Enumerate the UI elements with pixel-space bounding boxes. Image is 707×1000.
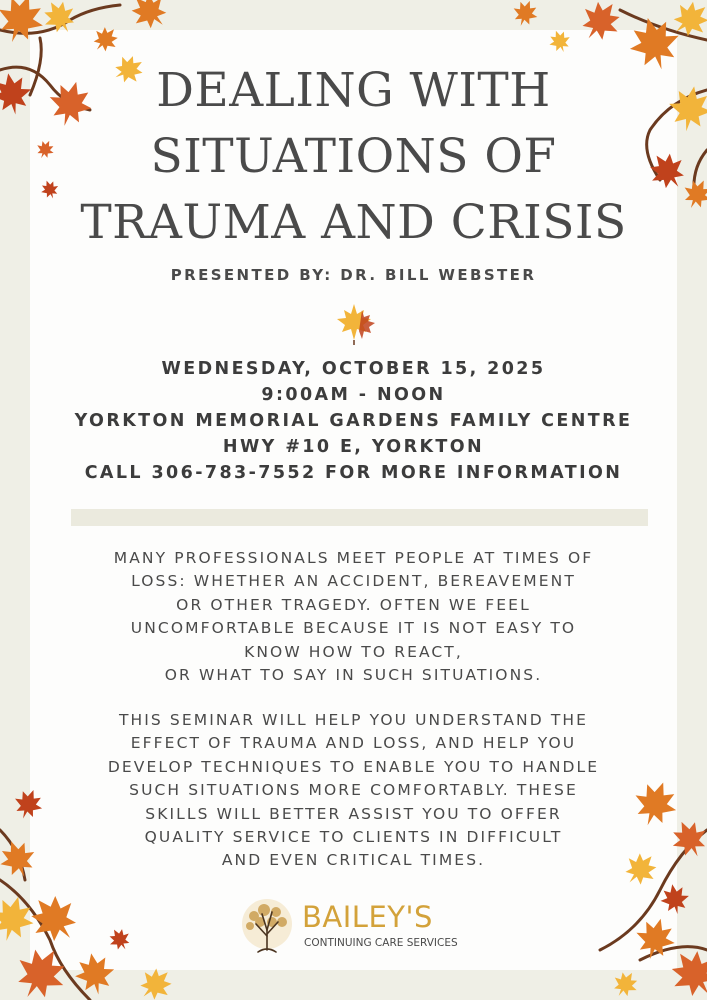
paragraph-line: THIS SEMINAR WILL HELP YOU UNDERSTAND THE [118,711,589,729]
paragraph-seminar [0,709,707,873]
paragraph-line: OR OTHER TRAGEDY. OFTEN WE FEEL [176,595,531,614]
paragraph-line: AND EVEN CRITICAL TIMES. [221,851,486,870]
paragraph-line: EFFECT OF TRAUMA AND LOSS, AND HELP YOU [130,734,577,753]
paragraph-line: KNOW HOW TO REACT, [244,642,463,661]
paragraph-line: SKILLS WILL BETTER ASSIST YOU TO OFFER [145,804,562,823]
baileys-logo [238,898,478,958]
paragraph-line: MANY PROFESSIONALS MEET PEOPLE AT TIMES OF [113,549,594,567]
logo-subtitle: CONTINUING CARE SERVICES [304,937,458,949]
paragraph-line: DEVELOP TECHNIQUES TO ENABLE YOU TO HANDLE [107,757,600,776]
maple-leaf-icon [326,298,382,346]
event-date: WEDNESDAY, OCTOBER 15, 2025 [161,359,546,379]
poster-title [0,58,707,256]
title-line: SITUATIONS OF [150,129,557,184]
event-time: 9:00AM - NOON [261,385,446,405]
paragraph-line: LOSS: WHETHER AN ACCIDENT, BEREAVEMENT [131,572,576,591]
paragraph-line: UNCOMFORTABLE BECAUSE IT IS NOT EASY TO [130,619,577,638]
logo-name: BAILEY'S [302,900,433,934]
paragraph-line: SUCH SITUATIONS MORE COMFORTABLY. THESE [129,781,578,800]
event-details [0,356,707,486]
paragraph-line: QUALITY SERVICE TO CLIENTS IN DIFFICULT [144,828,563,847]
tree-icon [238,898,296,958]
paragraph-intro [0,547,707,687]
event-venue: YORKTON MEMORIAL GARDENS FAMILY CENTRE [74,411,633,431]
divider-bar [71,509,648,526]
event-contact: CALL 306-783-7552 FOR MORE INFORMATION [84,463,623,483]
title-line: TRAUMA AND CRISIS [80,195,627,250]
paragraph-line: OR WHAT TO SAY IN SUCH SITUATIONS. [164,666,543,685]
event-address: HWY #10 E, YORKTON [222,437,485,457]
presenter-line: PRESENTED BY: DR. BILL WEBSTER [170,266,537,284]
title-line: DEALING WITH [156,63,551,118]
